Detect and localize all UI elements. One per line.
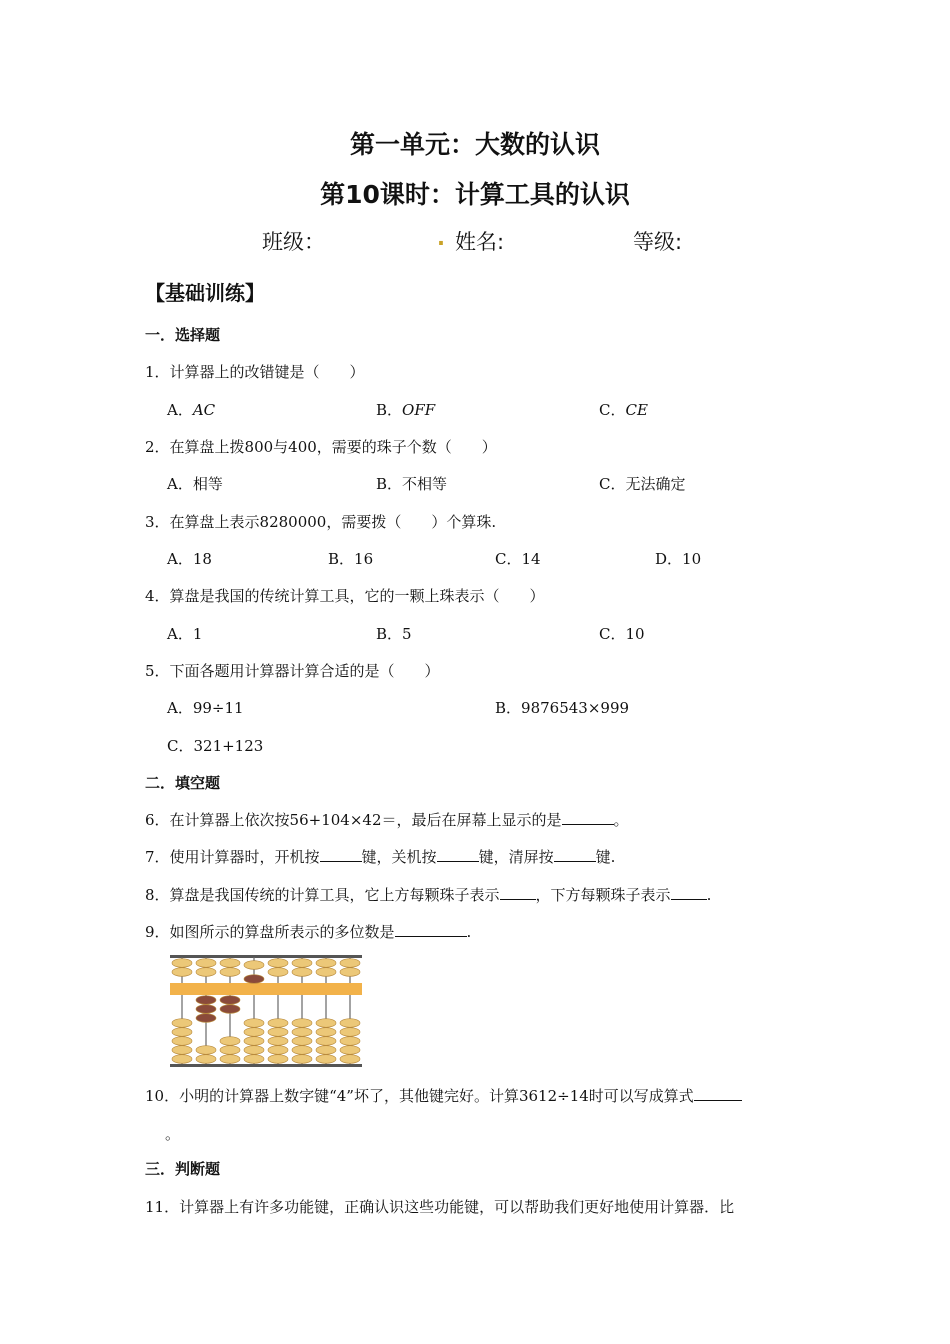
abacus-upper-bead xyxy=(244,961,264,970)
abacus-lower-bead xyxy=(220,1037,240,1046)
abacus-lower-bead xyxy=(196,996,216,1005)
question-2: 2．在算盘上拨800与400，需要的珠子个数（ ） xyxy=(145,438,497,456)
abacus-upper-bead xyxy=(220,968,240,977)
section-choice: 一．选择题 xyxy=(145,326,221,344)
abacus-lower-bead xyxy=(268,1046,288,1055)
abacus-lower-bead xyxy=(244,1028,264,1037)
abacus-lower-bead xyxy=(196,1014,216,1023)
name-label: 姓名: xyxy=(455,230,505,254)
q1-option-a: A．AC xyxy=(167,401,216,419)
answer-blank[interactable] xyxy=(437,847,479,862)
q1-option-b: B．OFF xyxy=(376,401,436,419)
question-9: 9．如图所示的算盘所表示的多位数是 . xyxy=(145,923,472,941)
question-1: 1．计算器上的改错键是（ ） xyxy=(145,363,365,381)
abacus-lower-bead xyxy=(172,1055,192,1064)
abacus-lower-bead xyxy=(340,1028,360,1037)
abacus-lower-bead xyxy=(220,1046,240,1055)
question-6: 6．在计算器上依次按56+104×42＝，最后在屏幕上显示的是 。 xyxy=(145,811,629,829)
abacus-lower-bead xyxy=(172,1037,192,1046)
unit-title: 第一单元：大数的认识 xyxy=(349,130,600,159)
q5-option-a: A．99÷11 xyxy=(167,699,244,717)
abacus-lower-bead xyxy=(340,1046,360,1055)
q4-option-b: B．5 xyxy=(376,625,412,643)
abacus-lower-bead xyxy=(172,1046,192,1055)
abacus-lower-bead xyxy=(196,1055,216,1064)
abacus-upper-bead xyxy=(172,959,192,968)
abacus-upper-bead xyxy=(172,968,192,977)
abacus-lower-bead xyxy=(316,1028,336,1037)
separator-dot: . xyxy=(437,226,445,250)
question-10: 10．小明的计算器上数字键“4”坏了，其他键完好。计算3612÷14时可以写成算式 xyxy=(145,1085,742,1106)
abacus-upper-bead xyxy=(292,968,312,977)
abacus-lower-bead xyxy=(244,1046,264,1055)
abacus-lower-bead xyxy=(292,1019,312,1028)
answer-blank[interactable] xyxy=(500,885,536,900)
question-4: 4．算盘是我国的传统计算工具，它的一颗上珠表示（ ） xyxy=(145,587,545,605)
question-7: 7．使用计算器时，开机按 键，关机按 键，清屏按 键. xyxy=(145,848,616,866)
abacus-top-frame xyxy=(170,955,362,958)
abacus-lower-bead xyxy=(292,1037,312,1046)
grade-label: 等级: xyxy=(633,230,683,254)
abacus-lower-bead xyxy=(268,1055,288,1064)
abacus-lower-bead xyxy=(340,1037,360,1046)
q3-option-c: C．14 xyxy=(495,550,541,568)
abacus-lower-bead xyxy=(316,1037,336,1046)
class-label: 班级： xyxy=(262,230,325,254)
section-basic-training: 【基础训练】 xyxy=(145,281,265,305)
abacus-lower-bead xyxy=(220,996,240,1005)
abacus-lower-bead xyxy=(172,1028,192,1037)
abacus-lower-bead xyxy=(172,1019,192,1028)
q4-option-a: A．1 xyxy=(167,625,203,643)
abacus-lower-bead xyxy=(244,1055,264,1064)
q2-option-b: B．不相等 xyxy=(376,475,448,493)
abacus-upper-bead xyxy=(316,968,336,977)
abacus-bottom-frame xyxy=(170,1064,362,1067)
abacus-figure xyxy=(168,953,364,1069)
abacus-upper-bead xyxy=(340,968,360,977)
abacus-upper-bead xyxy=(220,959,240,968)
question-5: 5．下面各题用计算器计算合适的是（ ） xyxy=(145,662,440,680)
answer-blank[interactable] xyxy=(671,885,707,900)
abacus-lower-bead xyxy=(220,1005,240,1014)
abacus-lower-bead xyxy=(292,1055,312,1064)
abacus-lower-bead xyxy=(316,1019,336,1028)
abacus-lower-bead xyxy=(268,1028,288,1037)
abacus-upper-bead xyxy=(340,959,360,968)
abacus-lower-bead xyxy=(220,1055,240,1064)
abacus-lower-bead xyxy=(244,1019,264,1028)
abacus-upper-bead xyxy=(196,959,216,968)
q2-option-c: C．无法确定 xyxy=(599,475,686,493)
abacus-upper-bead xyxy=(268,959,288,968)
abacus-lower-bead xyxy=(244,1037,264,1046)
abacus-lower-bead xyxy=(196,1005,216,1014)
question-3: 3．在算盘上表示8280000，需要拨（ ）个算珠. xyxy=(145,513,497,531)
section-fill: 二．填空题 xyxy=(145,774,221,792)
question-10-end: 。 xyxy=(165,1125,181,1143)
q1-option-c: C．CE xyxy=(599,401,648,419)
abacus-lower-bead xyxy=(316,1055,336,1064)
q3-option-a: A．18 xyxy=(167,550,212,568)
abacus-upper-bead xyxy=(268,968,288,977)
abacus-lower-bead xyxy=(196,1046,216,1055)
abacus-upper-bead xyxy=(316,959,336,968)
abacus-lower-bead xyxy=(292,1028,312,1037)
abacus-upper-bead xyxy=(292,959,312,968)
lesson-title: 第10课时：计算工具的认识 xyxy=(320,180,630,209)
answer-blank[interactable] xyxy=(320,847,362,862)
answer-blank[interactable] xyxy=(554,847,596,862)
q5-option-b: B．9876543×999 xyxy=(495,699,630,717)
abacus-lower-bead xyxy=(268,1037,288,1046)
abacus-lower-bead xyxy=(340,1055,360,1064)
abacus-lower-bead xyxy=(268,1019,288,1028)
q5-option-c: C．321+123 xyxy=(167,737,264,755)
abacus-beam xyxy=(170,983,362,995)
answer-blank[interactable] xyxy=(694,1086,742,1101)
question-11: 11．计算器上有许多功能键，正确认识这些功能键，可以帮助我们更好地使用计算器．比 xyxy=(145,1198,735,1216)
q3-option-d: D．10 xyxy=(655,550,702,568)
section-judge: 三．判断题 xyxy=(145,1160,221,1178)
abacus-lower-bead xyxy=(340,1019,360,1028)
question-8: 8．算盘是我国传统的计算工具，它上方每颗珠子表示 ，下方每颗珠子表示 . xyxy=(145,886,712,904)
answer-blank[interactable] xyxy=(395,922,467,937)
abacus-lower-bead xyxy=(316,1046,336,1055)
q3-option-b: B．16 xyxy=(328,550,374,568)
abacus-upper-bead xyxy=(244,975,264,984)
q2-option-a: A．相等 xyxy=(167,475,223,493)
abacus-upper-bead xyxy=(196,968,216,977)
q4-option-c: C．10 xyxy=(599,625,645,643)
abacus-lower-bead xyxy=(292,1046,312,1055)
answer-blank[interactable] xyxy=(562,810,614,825)
